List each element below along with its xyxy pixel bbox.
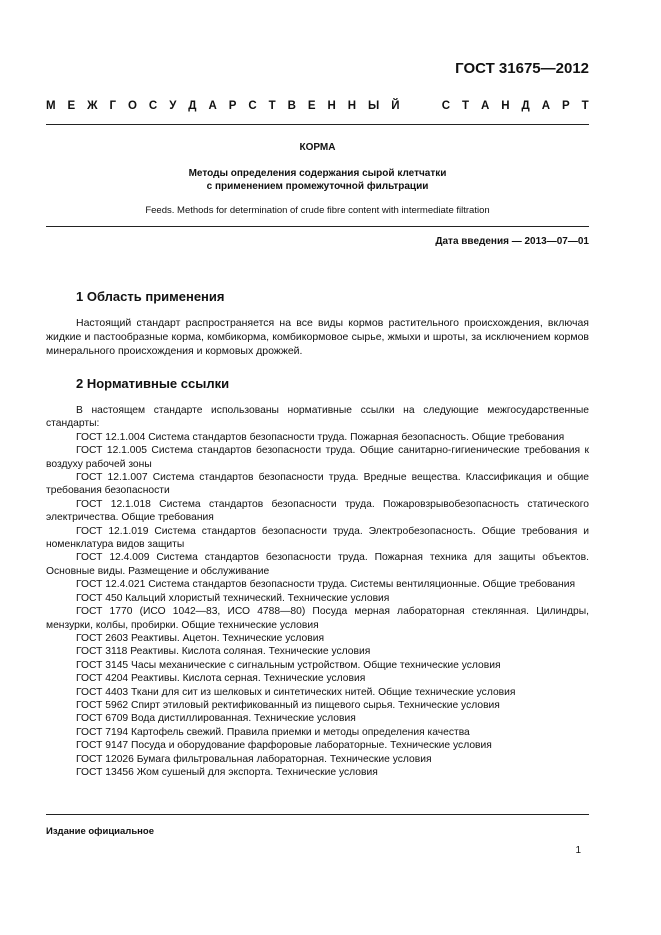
section-1-text (46, 317, 589, 358)
reference-item: ГОСТ 5962 Спирт этиловый ректификованный из пищевого сырья. Технические условия (76, 699, 500, 711)
standard-type-letter: Р (228, 100, 237, 112)
section-2-heading: 2 Нормативные ссылки (76, 376, 230, 391)
standard-type-letter: Е (67, 100, 76, 112)
document-title: КОРМА (299, 142, 336, 153)
references-intro: В настоящем стандарте использованы нормативные ссылки на следующие межгосударственные стандарты: (46, 405, 589, 430)
standard-type-letter: Н (327, 100, 336, 112)
reference-item: ГОСТ 4204 Реактивы. Кислота серная. Технические условия (76, 673, 366, 685)
reference-item: ГОСТ 12.1.018 Система стандартов безопасности труда. Пожаровзрывобезопасность статического электричества. Общие требования (46, 498, 589, 524)
introduction-date: Дата введения — 2013—07—01 (435, 236, 589, 247)
standard-type-letter: Д (521, 100, 530, 112)
reference-item: ГОСТ 7194 Картофель свежий. Правила приемки и методы определения качества (76, 726, 470, 738)
reference-item: ГОСТ 450 Кальций хлористый технический. Технические условия (76, 592, 390, 604)
reference-item: ГОСТ 1770 (ИСО 1042—83, ИСО 4788—80) Посуда мерная лабораторная стеклянная. Цилиндры, мензурки, колбы, пробирки. Общие технические условия (46, 606, 589, 631)
standard-type-letter: В (287, 100, 296, 112)
reference-item: ГОСТ 12.1.005 Система стандартов безопасности труда. Общие санитарно-гигиенические требования к воздуху рабочей зоны (46, 445, 589, 470)
standard-type-letter: Н (501, 100, 510, 112)
standard-type-letter: Ы (368, 100, 380, 112)
standard-type-letter: Т (462, 100, 470, 112)
footer-divider (46, 814, 589, 815)
references-list (46, 431, 589, 780)
standard-type-letter: Д (188, 100, 197, 112)
reference-item: ГОСТ 3145 Часы механические с сигнальным устройством. Общие технические условия (76, 659, 501, 671)
standard-type-letter: Е (307, 100, 316, 112)
reference-item: ГОСТ 12.1.004 Система стандартов безопасности труда. Пожарная безопасность. Общие требования (76, 431, 565, 443)
reference-item: ГОСТ 13456 Жом сушеный для экспорта. Технические условия (76, 766, 378, 778)
standard-type-letter: С (148, 100, 158, 112)
standard-type-letter: Г (109, 100, 117, 112)
reference-item: ГОСТ 9147 Посуда и оборудование фарфоровые лабораторные. Технические условия (76, 740, 492, 752)
page-number: 1 (575, 845, 581, 856)
reference-item: ГОСТ 12.4.009 Система стандартов безопасности труда. Пожарная техника для защиты объектов. Основные виды. Размещение и обслуживание (46, 552, 589, 577)
standard-type-letter: Ж (87, 100, 98, 112)
standard-type-letter: У (169, 100, 177, 112)
reference-item: ГОСТ 12026 Бумага фильтровальная лабораторная. Технические условия (76, 753, 432, 765)
standard-type-letter (411, 100, 414, 112)
standard-type-letter: Т (581, 100, 589, 112)
document-subtitle (46, 167, 589, 193)
section-1-paragraph: Настоящий стандарт распространяется на все виды кормов растительного происхождения, включая жидкие и пастообразные корма, комбикорма, комбикормовое сырье, жмыхи и шроты, за исключением кормов минерального происхождения и кормовых дрожжей. (46, 317, 589, 357)
reference-item: ГОСТ 4403 Ткани для сит из шелковых и синтетических нитей. Общие технические условия (76, 686, 516, 698)
standard-type-letter: С (441, 100, 451, 112)
standard-type-letter: А (481, 100, 490, 112)
standard-type-letter: Н (347, 100, 357, 112)
english-title: Feeds. Methods for determination of crude fibre content with intermediate filtration (145, 205, 490, 216)
standard-type-letter: Т (268, 100, 276, 112)
normative-references (46, 404, 589, 779)
reference-item: ГОСТ 6709 Вода дистиллированная. Технические условия (76, 713, 356, 725)
section-1-heading: 1 Область применения (76, 289, 225, 304)
standard-type-letter: Й (391, 100, 400, 112)
subtitle-line-1: Методы определения содержания сырой клетчатки (188, 168, 447, 179)
reference-item: ГОСТ 12.1.019 Система стандартов безопасности труда. Электробезопасность. Общие требования и номенклатура видов защиты (46, 525, 589, 551)
document-number: ГОСТ 31675—2012 (455, 60, 589, 77)
reference-item: ГОСТ 12.4.021 Система стандартов безопасности труда. Системы вентиляционные. Общие требования (76, 579, 576, 591)
header-divider (46, 124, 589, 125)
standard-type-letter: Р (561, 100, 570, 112)
standard-type-letter: С (248, 100, 257, 112)
standard-type-banner (46, 100, 589, 112)
official-edition-label: Издание официальное (46, 826, 154, 837)
standard-type-letter: О (128, 100, 137, 112)
reference-item: ГОСТ 3118 Реактивы. Кислота соляная. Технические условия (76, 646, 371, 658)
reference-item: ГОСТ 12.1.007 Система стандартов безопасности труда. Вредные вещества. Классификация и общие требования безопасности (46, 472, 589, 497)
reference-item: ГОСТ 2603 Реактивы. Ацетон. Технические условия (76, 632, 325, 644)
standard-type-letter: А (208, 100, 217, 112)
standard-type-letter (427, 100, 430, 112)
standard-type-letter: М (46, 100, 56, 112)
standard-type-letter: А (541, 100, 551, 112)
title-divider (46, 226, 589, 227)
subtitle-line-2: с применением промежуточной фильтрации (206, 181, 429, 192)
